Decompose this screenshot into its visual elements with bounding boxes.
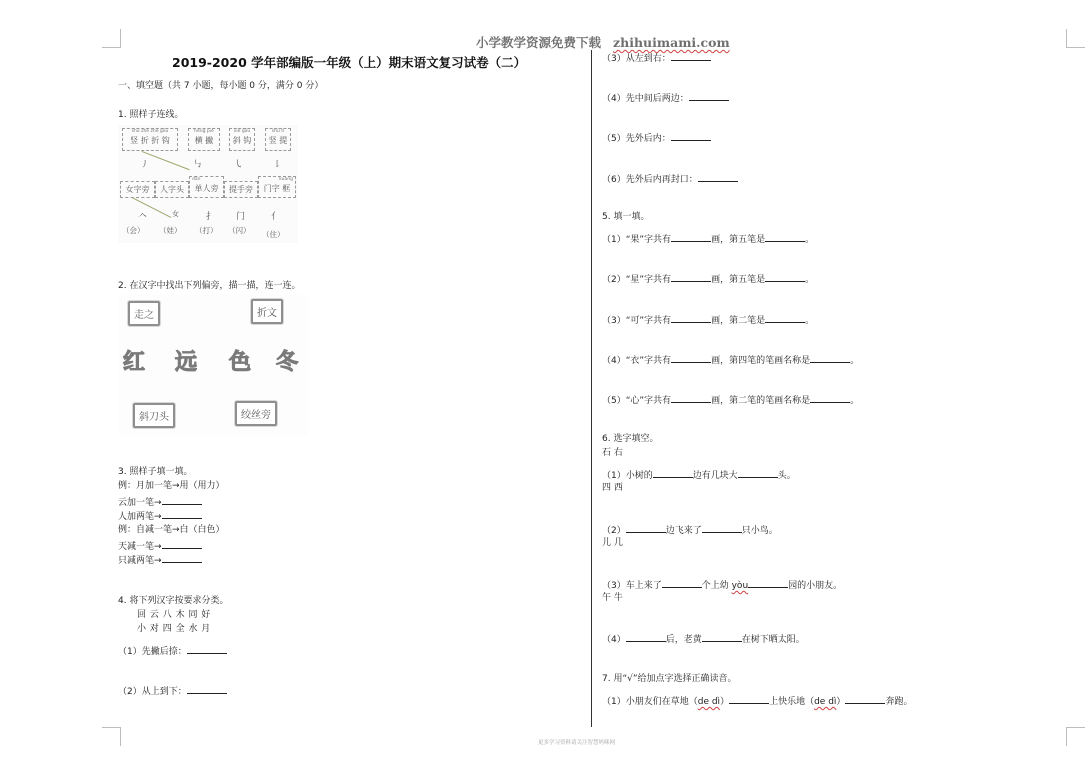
answer-blank[interactable] — [626, 523, 666, 533]
answer-blank[interactable] — [689, 91, 729, 101]
radical-name-box: 人字头 — [155, 181, 189, 198]
classify-item: （2）从上到下： — [118, 684, 227, 698]
radical-glyph: 扌 — [206, 212, 216, 222]
choice-characters: 儿 几 — [602, 538, 623, 548]
watermark-url[interactable]: zhihuimami.com — [613, 35, 730, 50]
watermark-header — [476, 33, 730, 51]
answer-blank[interactable] — [765, 232, 805, 242]
answer-blank[interactable] — [765, 313, 805, 323]
question-2-image — [118, 295, 308, 435]
answer-blank[interactable] — [810, 393, 850, 403]
outline-character: 红 — [123, 349, 146, 375]
fill-line: 人加两笔→ — [118, 509, 202, 523]
answer-blank[interactable] — [702, 632, 742, 642]
example-char: （娃） — [159, 226, 182, 235]
outline-character: 冬 — [276, 349, 299, 375]
radical-name-box: 女字旁 — [120, 181, 155, 198]
question-1-image — [118, 125, 298, 243]
answer-blank[interactable] — [187, 684, 227, 694]
answer-blank[interactable] — [162, 495, 202, 505]
stroke-name-box: xié gōu 斜 钩 — [229, 128, 255, 151]
classify-item: （3）从左到右： — [602, 51, 711, 65]
radical-tag: 折文 — [251, 299, 283, 324]
radical-tag: 走之 — [128, 301, 160, 326]
question-7-prompt: 7. 用“√”给加点字选择正确读音。 — [602, 674, 737, 684]
radical-name-box: 提手旁 — [224, 181, 258, 198]
radical-tag: 斜刀头 — [133, 403, 175, 428]
question-1-prompt: 1. 照样子连线。 — [118, 110, 184, 120]
stroke-glyph: ㇓ — [140, 160, 150, 170]
fill-sentence: （4） 后，老黄 在树下晒太阳。 — [602, 632, 805, 646]
question-4-prompt: 4. 将下列汉字按要求分类。 — [118, 596, 229, 606]
example-char: （住） — [262, 230, 285, 239]
stroke-count-item: （3）“可”字共有 画，第二笔是 。 — [602, 313, 814, 327]
radical-glyph: 亻 — [271, 212, 281, 222]
example-char: （闪） — [228, 226, 251, 235]
character-set-row: 回 云 八 木 同 好 — [137, 610, 211, 620]
fill-line: 云加一笔→ — [118, 495, 202, 509]
column-divider — [591, 50, 592, 727]
question-5-prompt: 5. 填一填。 — [602, 212, 650, 222]
answer-blank[interactable] — [810, 353, 850, 363]
radical-tag: 绞丝旁 — [235, 401, 277, 426]
page-corner-mark — [1066, 29, 1085, 48]
outline-character: 远 — [175, 349, 198, 375]
answer-blank[interactable] — [671, 272, 711, 282]
stroke-count-item: （4）“衣”字共有 画，第四笔的笔画名称是 。 — [602, 353, 859, 367]
answer-blank[interactable] — [187, 644, 227, 654]
answer-blank[interactable] — [765, 272, 805, 282]
answer-blank[interactable] — [738, 468, 778, 478]
radical-glyph: 门 — [236, 212, 246, 222]
answer-blank[interactable] — [162, 553, 202, 563]
stroke-glyph: ㇉ — [193, 160, 203, 170]
example-char: （打） — [195, 226, 218, 235]
stroke-count-item: （1）“果”字共有 画，第五笔是 。 — [602, 232, 814, 246]
answer-blank[interactable] — [162, 539, 202, 549]
question-3-prompt: 3. 照样子填一填。 — [118, 467, 193, 477]
pinyin-option[interactable]: de dì — [814, 697, 837, 707]
character-set-row: 小 对 四 全 水 月 — [137, 624, 211, 634]
answer-blank[interactable] — [662, 578, 702, 588]
answer-blank[interactable] — [653, 468, 693, 478]
choice-characters: 石 右 — [602, 448, 623, 458]
choice-characters: 四 西 — [602, 483, 623, 493]
stroke-glyph: ㇂ — [234, 160, 244, 170]
answer-blank[interactable] — [671, 353, 711, 363]
answer-blank[interactable] — [671, 131, 711, 141]
radical-name-box: kuàng 门字 框 — [258, 176, 296, 198]
answer-blank[interactable] — [702, 523, 742, 533]
stroke-name-box: shù zhé zhé gōu 竖 折 折 钩 — [122, 128, 178, 151]
document-title: 2019-2020 学年部编版一年级（上）期末语文复习试卷（二） — [172, 55, 527, 70]
example-line: 例：月加一笔→用（用力） — [118, 481, 225, 491]
fill-line: 天减一笔→ — [118, 539, 202, 553]
classify-item: （6）先外后内再封口： — [602, 172, 738, 186]
choice-characters: 午 牛 — [602, 593, 623, 603]
watermark-site-name: 小学教学资源免费下载 — [476, 35, 602, 50]
answer-blank[interactable] — [162, 509, 202, 519]
stroke-count-item: （5）“心”字共有 画，第二笔的笔画名称是 。 — [602, 393, 859, 407]
example-line: 例：自减一笔→白（白色） — [118, 525, 225, 535]
answer-blank[interactable] — [729, 694, 769, 704]
page-corner-mark — [102, 727, 121, 746]
fill-sentence: （1）小树的 边有几块大 头。 — [602, 468, 796, 482]
stroke-glyph: ㇙ — [273, 160, 283, 170]
answer-blank[interactable] — [671, 393, 711, 403]
section-heading: 一、填空题（共 7 小题，每小题 0 分，满分 0 分） — [118, 81, 324, 91]
fill-line: 只减两笔→ — [118, 553, 202, 567]
stroke-name-box: shù tí 竖 提 — [265, 128, 291, 151]
page-footer: 更多学习资料请关注智慧妈咪网 — [538, 740, 616, 746]
pronunciation-item: （1）小朋友们在草地（de dì） 上快乐地（de dì） 奔跑。 — [602, 694, 912, 708]
stroke-count-item: （2）“星”字共有 画，第五笔是 。 — [602, 272, 814, 286]
answer-blank[interactable] — [626, 632, 666, 642]
answer-blank[interactable] — [671, 232, 711, 242]
page-corner-mark — [102, 29, 121, 48]
answer-blank[interactable] — [698, 172, 738, 182]
answer-blank[interactable] — [748, 578, 788, 588]
pinyin-option[interactable]: de dì — [697, 697, 721, 707]
radical-name-box: dān 单人旁 — [189, 176, 224, 198]
answer-blank[interactable] — [671, 51, 711, 61]
classify-item: （4）先中间后两边： — [602, 91, 729, 105]
radical-glyph: 女 — [172, 210, 179, 218]
page-corner-mark — [1066, 727, 1085, 746]
fill-sentence: （2） 边飞来了 只小鸟。 — [602, 523, 778, 537]
answer-blank[interactable] — [671, 313, 711, 323]
classify-item: （5）先外后内： — [602, 131, 711, 145]
radical-glyph: 𠆢 — [138, 212, 148, 222]
stroke-name-box: héng piě 横 撇 — [188, 128, 220, 151]
answer-blank[interactable] — [845, 694, 885, 704]
classify-item: （1）先撇后捺： — [118, 644, 227, 658]
question-2-prompt: 2. 在汉字中找出下列偏旁，描一描，连一连。 — [118, 281, 301, 291]
question-6-prompt: 6. 选字填空。 — [602, 434, 659, 444]
fill-sentence: （3）车上来了 个上幼 yòu 园的小朋友。 — [602, 578, 842, 592]
outline-character: 色 — [229, 349, 252, 375]
example-char: （会） — [122, 226, 145, 235]
